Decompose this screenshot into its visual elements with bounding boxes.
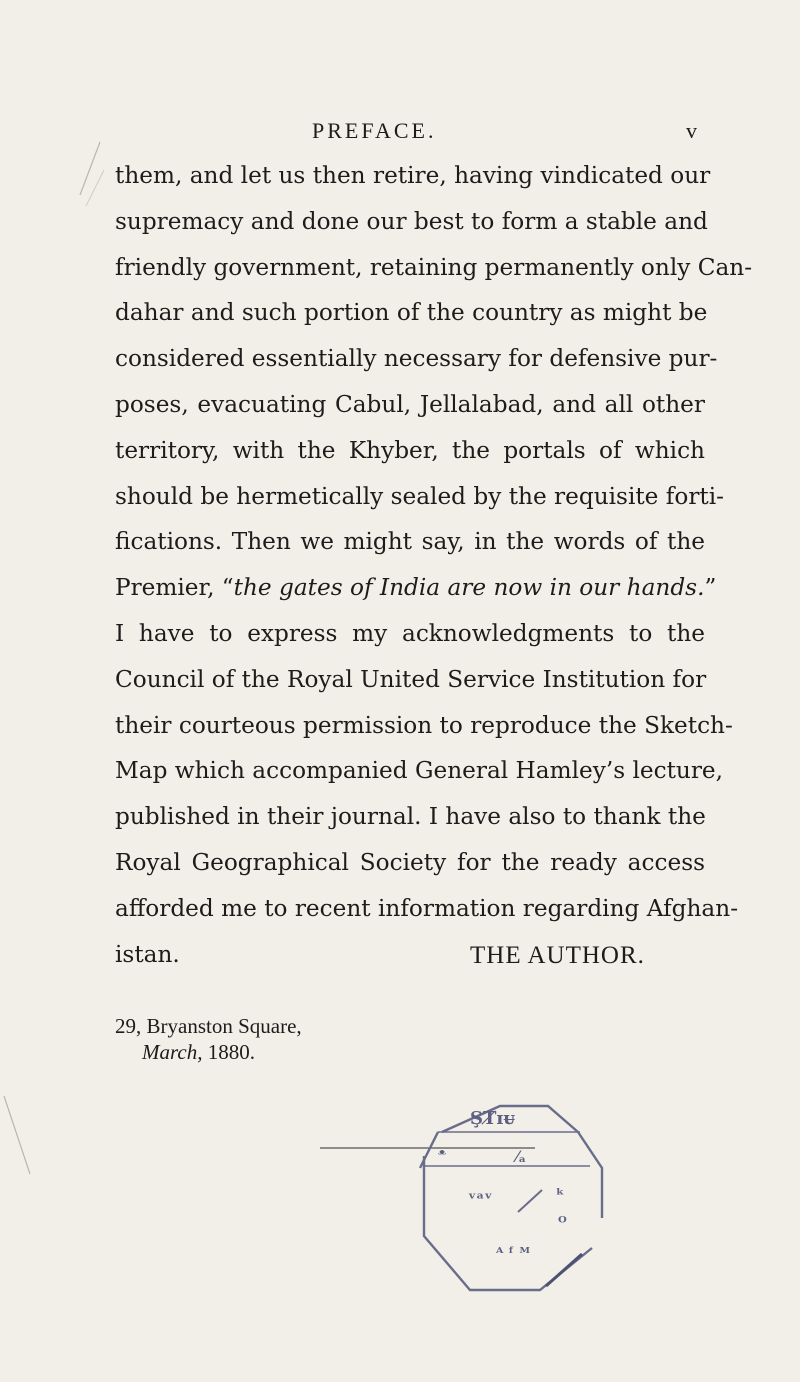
running-head <box>0 118 800 148</box>
svg-text:ᵜ: ᵜ <box>438 1145 447 1164</box>
text-line: Council of the Royal United Service Institution for <box>115 665 707 693</box>
text-line: them, and let us then retire, having vindicated our <box>115 162 711 189</box>
address-date <box>142 1040 255 1065</box>
preface-body <box>115 153 753 977</box>
signature: THE AUTHOR. <box>470 942 645 969</box>
date-year: 1880. <box>207 1040 255 1064</box>
text-line: should be hermetically sealed by the requisite forti- <box>115 482 724 510</box>
svg-text:ŞT̸ɪᵾ: ŞT̸ɪᵾ <box>470 1108 515 1129</box>
text-line: Royal Geographical Society for the ready access <box>115 848 705 876</box>
quote-prefix: Premier, “ <box>115 574 234 602</box>
date-month: March, <box>142 1040 203 1064</box>
text-line: I have to express my acknowledgments to the <box>115 619 705 647</box>
text-line: their courteous permission to reproduce the Sketch- <box>115 711 733 739</box>
address-street: 29, Bryanston Square, <box>115 1014 302 1038</box>
text-line: friendly government, retaining permanently only Can- <box>115 253 753 281</box>
running-title: PREFACE. <box>312 118 437 143</box>
text-line: Map which accompanied General Hamley’s lecture, <box>115 757 724 785</box>
svg-text:⁄ₐ: ⁄ₐ <box>516 1147 527 1166</box>
paragraph-2 <box>115 611 739 977</box>
text-line: considered essentially necessary for defensive pur- <box>115 345 718 373</box>
text-line: dahar and such portion of the country as might be <box>115 299 708 327</box>
text-line: poses, evacuating Cabul, Jellalabad, and all other <box>115 390 705 418</box>
svg-text:ᴼ: ᴼ <box>558 1213 567 1232</box>
text-line: istan. <box>115 940 180 968</box>
quote-line <box>115 565 717 611</box>
text-line: afforded me to recent information regarding Afghan- <box>115 894 739 922</box>
quote-suffix: ” <box>704 574 717 602</box>
pencil-mark-bottom-left <box>0 1090 60 1180</box>
svg-text:ᵏ: ᵏ <box>556 1185 565 1204</box>
page-number: v <box>686 118 697 143</box>
pencil-mark-top-left <box>70 140 110 210</box>
paragraph-1 <box>115 153 753 611</box>
svg-text:ᴬ ᶠ ᴹ: ᴬ ᶠ ᴹ <box>496 1244 530 1262</box>
text-line: fications. Then we might say, in the words of the <box>115 528 705 556</box>
library-stamp-icon <box>320 1100 640 1300</box>
text-line: territory, with the Khyber, the portals of which <box>115 436 705 464</box>
text-line: supremacy and done our best to form a stable and <box>115 207 708 235</box>
text-line: published in their journal. I have also to thank the <box>115 803 706 831</box>
quote-italic: the gates of India are now in our hands. <box>233 574 705 602</box>
svg-text:ᵛᵃᵛ: ᵛᵃᵛ <box>468 1189 493 1209</box>
